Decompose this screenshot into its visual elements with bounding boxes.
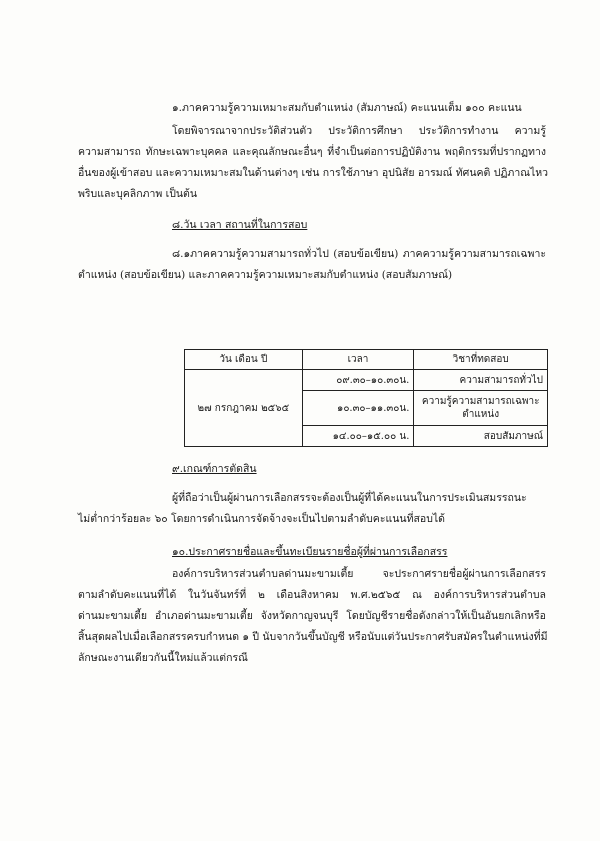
row3-time: ๑๔.๐๐–๑๕.๐๐ น. bbox=[302, 426, 414, 447]
sec9-line1: ผู้ที่ถือว่าเป็นผู้ผ่านการเลือกสรรจะต้องเป็นผู้ที่ได้คะแนนในการประเมินสมรรถนะ bbox=[172, 492, 527, 504]
row2-subject-line1: ความรู้ความสามารถเฉพาะ bbox=[421, 396, 540, 407]
exam-date: ๒๗ กรกฎาคม ๒๕๖๕ bbox=[185, 370, 303, 447]
sec10-line3: ด่านมะขามเตี้ย อำเภอด่านมะขามเตี้ย จังหวัดกาญจนบุรี โดยบัญชีรายชื่อดังกล่าวให้เป็นอันยกเลิกหรือ bbox=[78, 610, 546, 622]
sec8-heading: ๘.วัน เวลา สถานที่ในการสอบ bbox=[172, 219, 308, 231]
sec7-item1-line1: ๑.ภาคความรู้ความเหมาะสมกับตำแหน่ง (สัมภาษณ์) คะแนนเต็ม ๑๐๐ คะแนน bbox=[172, 102, 522, 114]
row1-time: ๐๙.๓๐–๑๐.๓๐น. bbox=[302, 370, 414, 391]
row1-subject: ความสามารถทั่วไป bbox=[414, 370, 548, 391]
sec10-line1: องค์การบริหารส่วนตำบลด่านมะขามเตี้ย จะประกาศรายชื่อผู้ผ่านการเลือกสรร bbox=[172, 568, 546, 580]
sec8-line1: ๘.๑ภาคความรู้ความสามารถทั่วไป (สอบข้อเขียน) ภาคความรู้ความสามารถเฉพาะ bbox=[172, 248, 546, 260]
header-time: เวลา bbox=[302, 350, 414, 370]
header-subject: วิชาที่ทดสอบ bbox=[414, 350, 548, 370]
row3-subject: สอบสัมภาษณ์ bbox=[414, 426, 548, 447]
row2-time: ๑๐.๓๐–๑๑.๓๐น. bbox=[302, 391, 414, 426]
sec8-line2: ตำแหน่ง (สอบข้อเขียน) และภาคความรู้ความเหมาะสมกับตำแหน่ง (สอบสัมภาษณ์) bbox=[78, 269, 453, 281]
row2-subject bbox=[414, 391, 548, 426]
table-header-row bbox=[185, 350, 548, 370]
sec9-line2: ไม่ต่ำกว่าร้อยละ ๖๐ โดยการดำเนินการจัดจ้างจะเป็นไปตามลำดับคะแนนที่สอบได้ bbox=[78, 513, 445, 525]
sec10-line2: ตามลำดับคะแนนที่ได้ ในวันจันทร์ที่ ๒ เดือนสิงหาคม พ.ศ.๒๕๖๕ ณ องค์การบริหารส่วนตำบล bbox=[78, 589, 546, 601]
table-row bbox=[185, 370, 548, 391]
sec9-heading: ๙.เกณฑ์การตัดสิน bbox=[172, 463, 257, 475]
sec10-line4: สิ้นสุดผลไปเมื่อเลือกสรรครบกำหนด ๑ ปี นับจากวันขึ้นบัญชี หรือนับแต่วันประกาศรับสมัครในตำแหน่งที่มี bbox=[78, 631, 548, 643]
row2-subject-line2: ตำแหน่ง bbox=[462, 409, 500, 420]
sec10-line5: ลักษณะงานเดียวกันนี้ใหม่แล้วแต่กรณี bbox=[78, 652, 248, 664]
sec7-item1-line4: อื่นของผู้เข้าสอบ และความเหมาะสมในด้านต่างๆ เช่น การใช้ภาษา อุปนิสัย อารมณ์ ทัศนคติ ปฏิภาณไหว bbox=[78, 167, 549, 179]
sec7-item1-line5: พริบและบุคลิกภาพ เป็นต้น bbox=[78, 188, 198, 200]
header-date: วัน เดือน ปี bbox=[185, 350, 303, 370]
exam-schedule-table bbox=[184, 349, 548, 447]
sec7-item1-line2: โดยพิจารณาจากประวัติส่วนตัว ประวัติการศึกษา ประวัติการทำงาน ความรู้ bbox=[172, 125, 546, 137]
sec10-heading: ๑๐.ประกาศรายชื่อและขึ้นทะเบียนรายชื่อผู้ที่ผ่านการเลือกสรร bbox=[172, 546, 448, 558]
sec7-item1-line3: ความสามารถ ทักษะเฉพาะบุคคล และคุณลักษณะอื่นๆ ที่จำเป็นต่อการปฏิบัติงาน พฤติกรรมที่ปรากฏทาง bbox=[78, 146, 546, 158]
